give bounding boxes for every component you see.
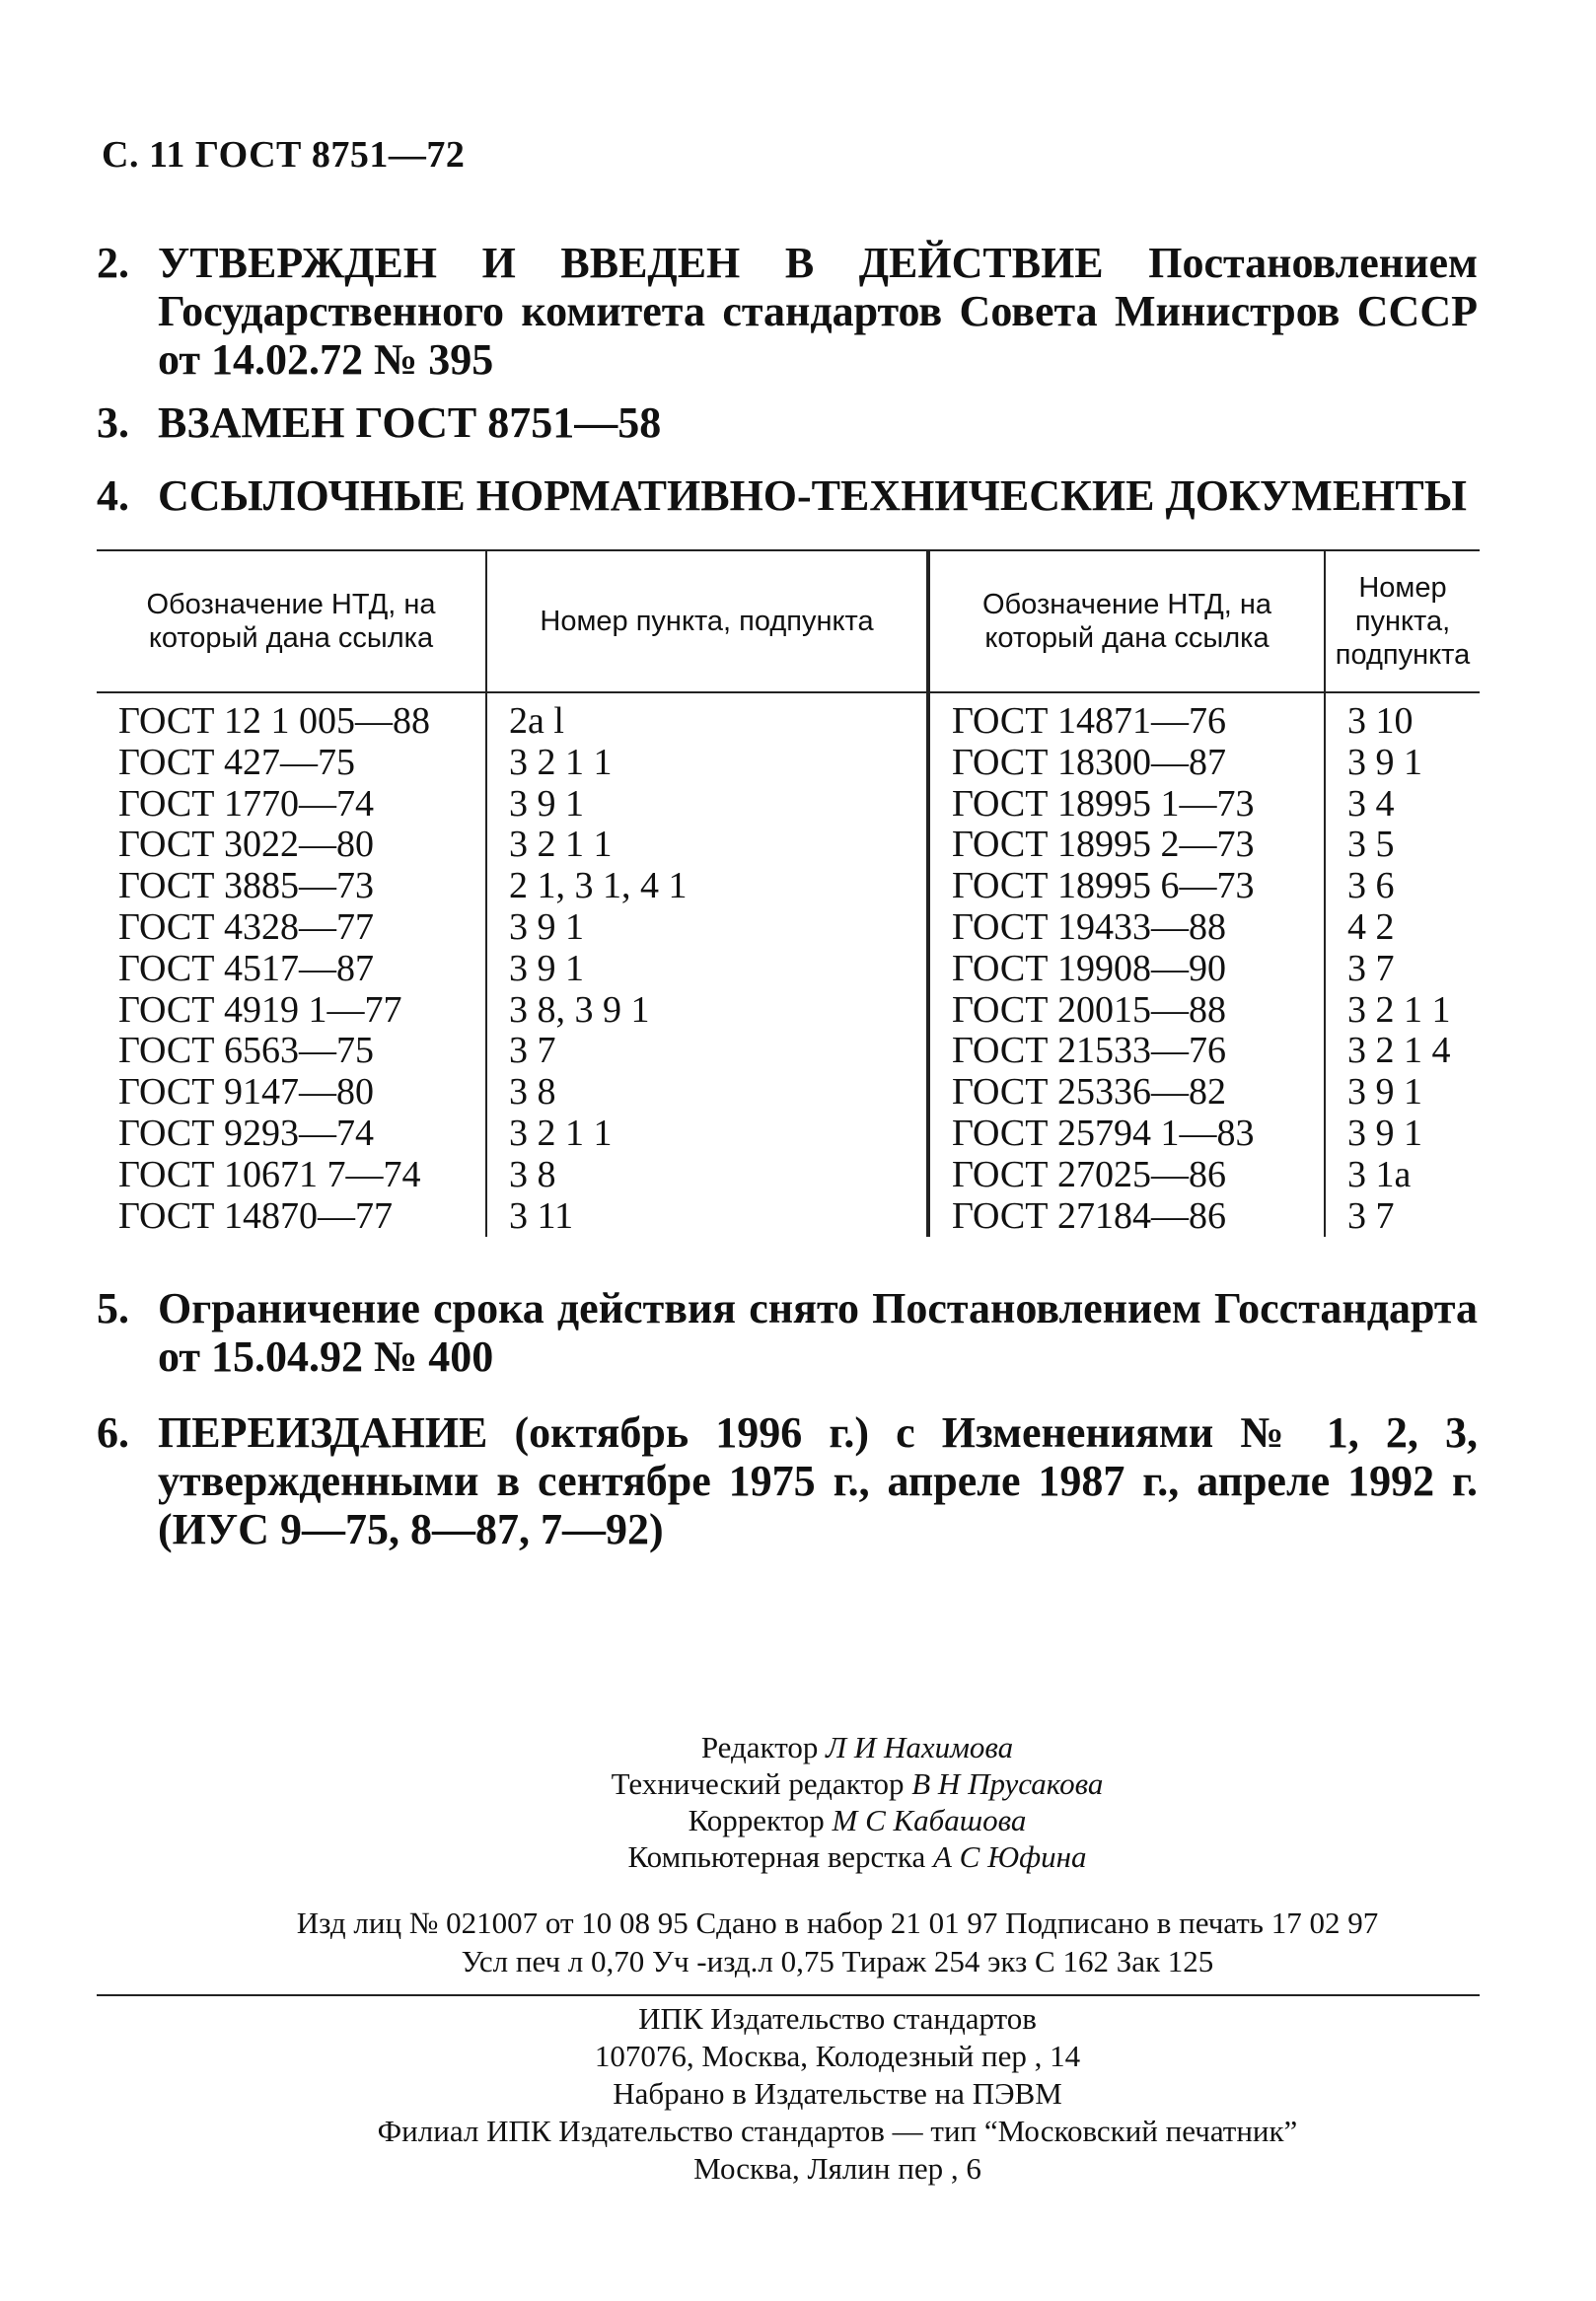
ntd-designation-cell: ГОСТ 18995 6—73	[928, 866, 1325, 907]
ntd-designation-cell: ГОСТ 3885—73	[97, 866, 486, 907]
section-6	[97, 1408, 1478, 1553]
clause-number-cell: 2 1, 3 1, 4 1	[486, 866, 928, 907]
publisher-line: Филиал ИПК Издательство стандартов — тип “Московский печатник”	[377, 2114, 1298, 2148]
header-ntd-designation: Обозначение НТД, на который дана ссылка	[97, 550, 486, 692]
divider	[97, 1994, 1480, 1996]
editorial-credits	[59, 1729, 1596, 1875]
table-header-row	[97, 550, 1480, 692]
ntd-designation-cell: ГОСТ 9147—80	[97, 1072, 486, 1114]
section-text: УТВЕРЖДЕН И ВВЕДЕН В ДЕЙСТВИЕ Постановлением Государственного комитета стандартов Совета Министров СССР от 14.02.72 № 395	[158, 239, 1478, 384]
credit-role: Технический редактор	[611, 1766, 905, 1801]
clause-number-cell: 3 2 1 1	[486, 1114, 928, 1155]
clause-number-cell: 3 2 1 1	[486, 825, 928, 866]
table-row	[97, 743, 1480, 784]
clause-number-cell: 3 11	[486, 1196, 928, 1238]
table-row	[97, 1155, 1480, 1196]
imprint-line: Усл печ л 0,70 Уч -изд.л 0,75 Тираж 254 экз С 162 Зак 125	[461, 1944, 1214, 1978]
clause-number-cell: 3 5	[1347, 824, 1395, 866]
credit-role: Корректор	[688, 1803, 825, 1837]
ntd-designation-cell: ГОСТ 25794 1—83	[928, 1114, 1325, 1155]
clause-number-cell: 3 10	[1347, 700, 1414, 742]
publisher-line: Москва, Лялин пер , 6	[693, 2151, 981, 2186]
clause-number-cell: 3 9 1	[1347, 741, 1422, 783]
ntd-designation-cell: ГОСТ 18995 2—73	[928, 825, 1325, 866]
table-row	[97, 907, 1480, 949]
ntd-designation-cell: ГОСТ 18300—87	[928, 743, 1325, 784]
section-number: 2.	[97, 239, 129, 287]
publisher-line: ИПК Издательство стандартов	[638, 2001, 1037, 2036]
ntd-designation-cell: ГОСТ 4328—77	[97, 907, 486, 949]
clause-number-cell: 3 9 1	[1347, 1112, 1422, 1154]
table-row	[97, 784, 1480, 826]
page-header: С. 11 ГОСТ 8751—72	[102, 134, 466, 176]
ntd-designation-cell: ГОСТ 25336—82	[928, 1072, 1325, 1114]
ntd-designation-cell: ГОСТ 20015—88	[928, 990, 1325, 1032]
ntd-designation-cell: ГОСТ 4517—87	[97, 949, 486, 990]
references-table	[97, 549, 1480, 1237]
section-number: 6.	[97, 1408, 129, 1457]
clause-number-cell: 3 8	[486, 1072, 928, 1114]
credit-line	[59, 1838, 1596, 1875]
table-row	[97, 1031, 1480, 1072]
section-3	[97, 398, 1478, 447]
clause-number-cell: 3 6	[1347, 865, 1395, 907]
credit-line	[59, 1765, 1596, 1802]
header-clause-number: Номер пункта, подпункта	[486, 550, 928, 692]
ntd-designation-cell: ГОСТ 6563—75	[97, 1031, 486, 1072]
ntd-designation-cell: ГОСТ 19433—88	[928, 907, 1325, 949]
section-4	[97, 471, 1478, 520]
clause-number-cell: 3 2 1 1	[486, 743, 928, 784]
table-row	[97, 1114, 1480, 1155]
section-5	[97, 1284, 1478, 1381]
table-row	[97, 825, 1480, 866]
header-clause-number: Номер пункта, подпункта	[1325, 550, 1480, 692]
clause-number-cell: 3 9 1	[1347, 1071, 1422, 1114]
ntd-designation-cell: ГОСТ 14871—76	[928, 692, 1325, 743]
section-text: ПЕРЕИЗДАНИЕ (октябрь 1996 г.) с Изменениями № 1, 2, 3, утвержденными в сентябре 1975 г., апреле 1987 г., апреле 1992 г. (ИУС 9—75, 8—87, 7—92)	[158, 1408, 1478, 1553]
credit-name: А С Юфина	[932, 1839, 1087, 1874]
ntd-designation-cell: ГОСТ 27025—86	[928, 1155, 1325, 1196]
ntd-designation-cell: ГОСТ 1770—74	[97, 784, 486, 826]
ntd-designation-cell: ГОСТ 427—75	[97, 743, 486, 784]
credit-name: В Н Прусакова	[911, 1766, 1104, 1801]
section-text: Ограничение срока действия снято Постановлением Госстандарта от 15.04.92 № 400	[158, 1284, 1478, 1381]
clause-number-cell: 3 2 1 4	[1347, 1030, 1451, 1072]
credit-name: М С Кабашова	[832, 1803, 1027, 1837]
ntd-designation-cell: ГОСТ 4919 1—77	[97, 990, 486, 1032]
ntd-designation-cell: ГОСТ 10671 7—74	[97, 1155, 486, 1196]
table-row	[97, 1196, 1480, 1238]
ntd-designation-cell: ГОСТ 14870—77	[97, 1196, 486, 1238]
ntd-designation-cell: ГОСТ 27184—86	[928, 1196, 1325, 1238]
ntd-designation-cell: ГОСТ 3022—80	[97, 825, 486, 866]
imprint-info	[39, 1904, 1596, 1980]
imprint-line: Изд лиц № 021007 от 10 08 95 Сдано в набор 21 01 97 Подписано в печать 17 02 97	[296, 1906, 1379, 1940]
clause-number-cell: 3 9 1	[486, 949, 928, 990]
publisher-info	[39, 2000, 1596, 2188]
publisher-line: Набрано в Издательстве на ПЭВМ	[613, 2076, 1062, 2111]
clause-number-cell: 2а l	[486, 692, 928, 743]
section-number: 4.	[97, 471, 129, 520]
ntd-designation-cell: ГОСТ 21533—76	[928, 1031, 1325, 1072]
credit-role: Редактор	[700, 1730, 819, 1764]
section-2	[97, 239, 1478, 384]
clause-number-cell: 3 9 1	[486, 907, 928, 949]
header-ntd-designation: Обозначение НТД, на который дана ссылка	[928, 550, 1325, 692]
clause-number-cell: 3 7	[1347, 947, 1395, 989]
clause-number-cell: 3 7	[1347, 1194, 1395, 1237]
table-row	[97, 1072, 1480, 1114]
clause-number-cell: 3 8, 3 9 1	[486, 990, 928, 1032]
clause-number-cell: 4 2	[1347, 905, 1395, 948]
credit-name: Л И Нахимова	[826, 1730, 1014, 1764]
clause-number-cell: 3 2 1 1	[1347, 988, 1451, 1031]
credit-line	[59, 1729, 1596, 1765]
publisher-line: 107076, Москва, Колодезный пер , 14	[594, 2039, 1081, 2073]
section-text: ССЫЛОЧНЫЕ НОРМАТИВНО-ТЕХНИЧЕСКИЕ ДОКУМЕНТЫ	[158, 471, 1467, 520]
section-text: ВЗАМЕН ГОСТ 8751—58	[158, 398, 662, 447]
credit-role: Компьютерная верстка	[627, 1839, 926, 1874]
table-row	[97, 949, 1480, 990]
ntd-designation-cell: ГОСТ 9293—74	[97, 1114, 486, 1155]
ntd-designation-cell: ГОСТ 19908—90	[928, 949, 1325, 990]
table-row	[97, 990, 1480, 1032]
section-number: 3.	[97, 398, 129, 447]
ntd-designation-cell: ГОСТ 12 1 005—88	[97, 692, 486, 743]
table-row	[97, 692, 1480, 743]
clause-number-cell: 3 4	[1347, 782, 1395, 825]
table-row	[97, 866, 1480, 907]
ntd-designation-cell: ГОСТ 18995 1—73	[928, 784, 1325, 826]
clause-number-cell: 3 1а	[1347, 1153, 1412, 1195]
clause-number-cell: 3 9 1	[486, 784, 928, 826]
clause-number-cell: 3 8	[486, 1155, 928, 1196]
clause-number-cell: 3 7	[486, 1031, 928, 1072]
section-number: 5.	[97, 1284, 129, 1332]
credit-line	[59, 1802, 1596, 1838]
